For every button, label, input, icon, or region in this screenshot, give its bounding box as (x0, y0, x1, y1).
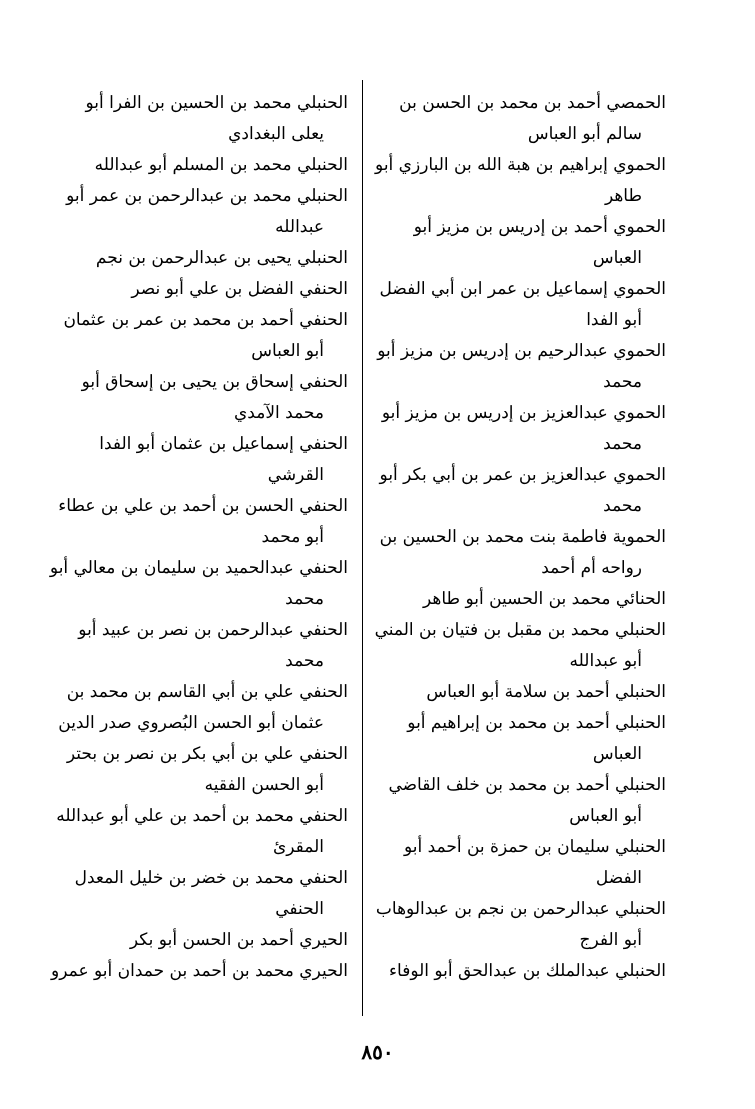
index-entry: الحنبلي عبدالملك بن عبدالحق أبو الوفاء (389, 961, 666, 981)
index-entry: الحنبلي أحمد بن محمد بن إبراهيم أبو العباس (407, 713, 666, 764)
index-entry: الحنفي أحمد بن محمد بن عمر بن عثمان أبو العباس (63, 310, 348, 361)
index-entry: الحنفي إسحاق بن يحيى بن إسحاق أبو محمد الآمدي (81, 372, 348, 423)
index-entry: الحموي عبدالعزيز بن إدريس بن مزيز أبو محمد (381, 403, 666, 454)
index-entry: الحموية فاطمة بنت محمد بن الحسين بن رواحه أم أحمد (379, 527, 666, 578)
index-entry: الحموي أحمد بن إدريس بن مزيز أبو العباس (413, 217, 666, 268)
index-entry: الحنفي إسماعيل بن عثمان أبو الفدا القرشي (99, 434, 348, 485)
index-entry: الحنبلي محمد بن مقبل بن فتيان بن المني أبو عبدالله (374, 620, 666, 671)
index-column-right (374, 88, 666, 987)
index-entry: الحنبلي يحيى بن عبدالرحمن بن نجم (95, 248, 348, 268)
index-entry: الحنفي عبدالحميد بن سليمان بن معالي أبو محمد (49, 558, 348, 609)
index-entry: الحنفي عبدالرحمن بن نصر بن عبيد أبو محمد (78, 620, 348, 671)
index-entry: الحموي عبدالعزيز بن عمر بن أبي بكر أبو محمد (379, 465, 666, 516)
index-entry: الحنبلي عبدالرحمن بن نجم بن عبدالوهاب أبو الفرج (375, 899, 666, 950)
index-entry: الحنبلي محمد بن المسلم أبو عبدالله (94, 155, 348, 175)
index-entry: الحمصي أحمد بن محمد بن الحسن بن سالم أبو العباس (399, 93, 666, 144)
index-entry: الحنبلي محمد بن عبدالرحمن بن عمر أبو عبدالله (66, 186, 348, 237)
index-entry: الحنبلي أحمد بن سلامة أبو العباس (426, 682, 666, 702)
index-entry: الحموي إبراهيم بن هبة الله بن البارزي أبو طاهر (375, 155, 666, 206)
index-entry: الحنبلي محمد بن الحسين بن الفرا أبو يعلى البغدادي (85, 93, 348, 144)
page-number: ٨٥٠ (361, 1040, 394, 1064)
index-entry: الحنفي محمد بن خضر بن خليل المعدل الحنفي (74, 868, 348, 919)
index-entry: الحنائي محمد بن الحسين أبو طاهر (422, 589, 666, 609)
index-entry: الحنبلي أحمد بن محمد بن خلف القاضي أبو العباس (388, 775, 666, 826)
index-entry: الحموي إسماعيل بن عمر ابن أبي الفضل أبو الفدا (379, 279, 666, 330)
index-entry: الحنفي محمد بن أحمد بن علي أبو عبدالله المقرئ (56, 806, 348, 857)
index-entry: الحموي عبدالرحيم بن إدريس بن مزيز أبو محمد (377, 341, 666, 392)
index-entry: الحيري أحمد بن الحسن أبو بكر (129, 930, 348, 950)
index-entry: الحنبلي سليمان بن حمزة بن أحمد أبو الفضل (403, 837, 666, 888)
index-entry: الحنفي الحسن بن أحمد بن علي بن عطاء أبو محمد (58, 496, 348, 547)
column-divider (362, 80, 363, 1016)
index-entry: الحنفي علي بن أبي بكر بن نصر بن بحتر أبو الحسن الفقيه (66, 744, 348, 795)
index-entry: الحنفي الفضل بن علي أبو نصر (131, 279, 348, 299)
index-column-left (48, 88, 348, 987)
index-entry: الحيري محمد بن أحمد بن حمدان أبو عمرو (51, 961, 348, 981)
index-entry: الحنفي علي بن أبي القاسم بن محمد بن عثمان أبو الحسن البُصروي صدر الدين (58, 682, 348, 733)
